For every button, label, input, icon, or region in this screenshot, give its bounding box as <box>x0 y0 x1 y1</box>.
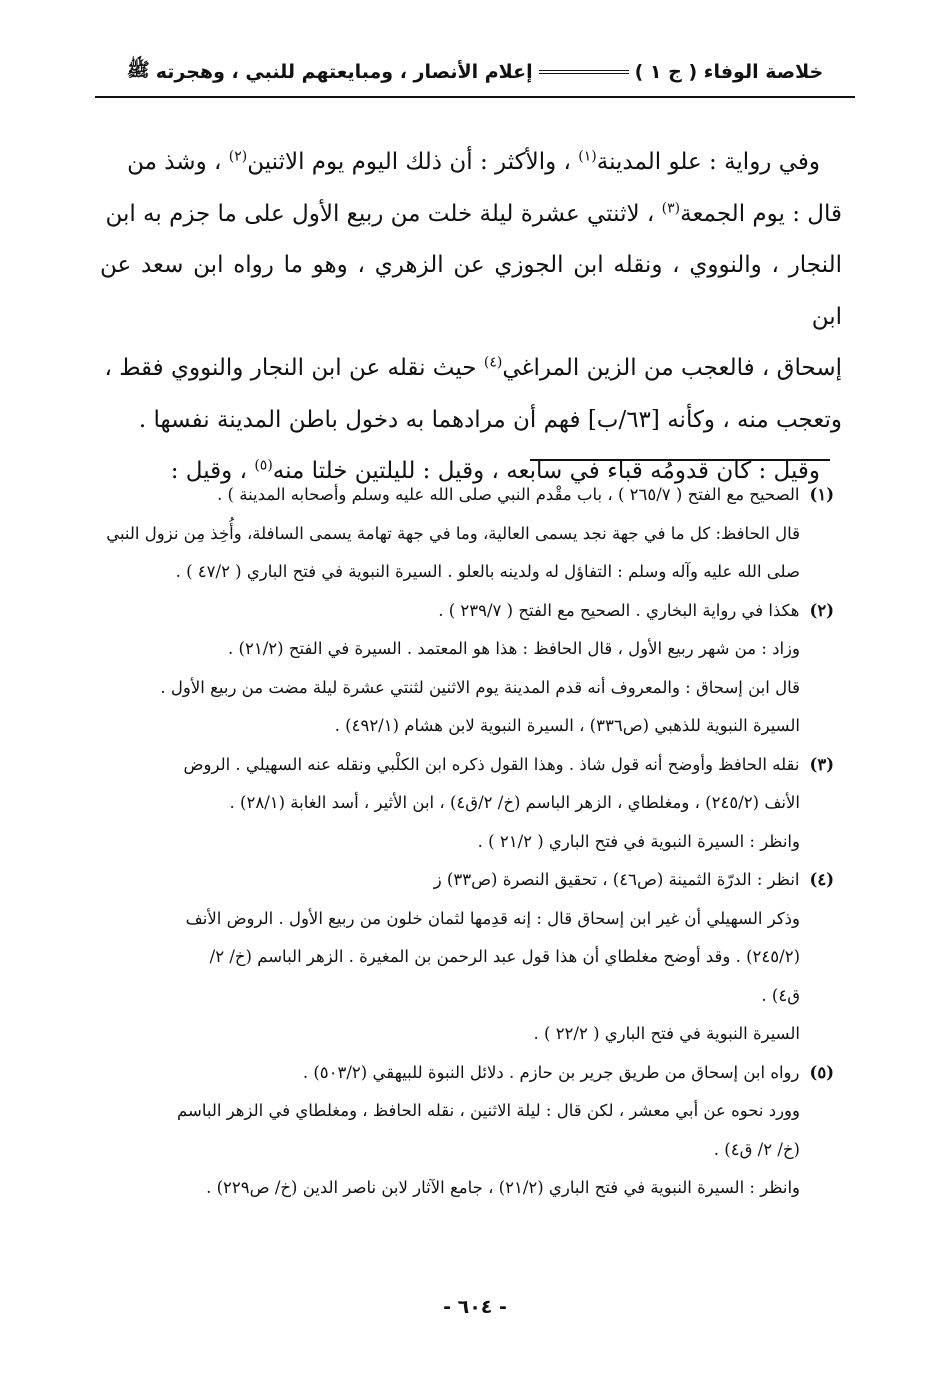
honorific-glyph: ﷺ <box>126 59 150 81</box>
page-number: - ٦٠٤ - <box>443 1296 507 1318</box>
body-line: النجار ، والنووي ، ونقله ابن الجوزي عن الزهري ، وهو ما رواه ابن سعد عن ابن <box>100 252 842 330</box>
footnotes <box>100 476 834 1208</box>
main-text <box>100 137 842 498</box>
footnote-4: (٤) انظر : الدرّة الثمينة (ص٤٦) ، تحقيق النصرة (ص٣٣) ز <box>100 861 834 900</box>
footnote-ref: (٤) <box>483 354 503 371</box>
footnote-number: (٢) <box>809 600 834 620</box>
footnote-line: وزاد : من شهر ربيع الأول ، قال الحافظ : هذا هو المعتمد . السيرة في الفتح (٢١/٢) . <box>228 639 800 658</box>
header-separator <box>539 70 629 74</box>
footnote-ref: (٢) <box>228 148 248 165</box>
body-line: وقيل : كان قدومُه قباء في سابعه ، وقيل : لليلتين خلتا منه$^{(٥)}$ ، وقيل : <box>170 457 820 484</box>
footnote-separator <box>530 459 830 461</box>
footnote-line: وانظر : السيرة النبوية في فتح الباري ( ٢١/٢ ) . <box>477 831 800 851</box>
footnote-number: (٥) <box>809 1062 834 1082</box>
header-section-title: إعلام الأنصار ، ومبايعتهم للنبي ، وهجرته <box>155 61 533 83</box>
footnote-line: قال ابن إسحاق : والمعروف أنه قدم المدينة يوم الاثنين لثنتي عشرة ليلة مضت من ربيع الأول . <box>160 677 800 697</box>
footnote-line: السيرة النبوية للذهبي (ص٣٣٦) ، السيرة النبوية لابن هشام (٤٩٢/١) . <box>334 716 800 735</box>
footnote-ref: (٥) <box>254 457 273 474</box>
footnote-line: وورد نحوه عن أبي معشر ، لكن قال : ليلة الاثنين ، نقله الحافظ ، ومغلطاي في الزهر الباسم <box>177 1101 800 1120</box>
body-line: وتعجب منه ، وكأنه [٦٣/ب] فهم أن مرادهما به دخول باطن المدينة نفسها . <box>138 406 842 433</box>
footnote-line: السيرة النبوية في فتح الباري ( ٢٢/٢ ) . <box>533 1024 800 1043</box>
footnote-2: (٢) هكذا في رواية البخاري . الصحيح مع الفتح ( ٢٣٩/٧ ) . <box>100 592 834 631</box>
footnote-number: (١) <box>809 485 834 504</box>
footnote-line: وانظر : السيرة النبوية في فتح الباري (٢١/٢) ، جامع الآثار لابن ناصر الدين (خ/ ص٢٢٩) . <box>206 1178 800 1197</box>
header-book-title: خلاصة الوفاء ( ج ١ ) <box>634 61 824 83</box>
footnote-line: الأنف (٢٤٥/٢) ، ومغلطاي ، الزهر الباسم (خ/ ٢/ق٤) ، ابن الأثير ، أسد الغابة (٢٨/١) . <box>229 793 800 812</box>
footnote-1: (١) الصحيح مع الفتح ( ٢٦٥/٧ ) ، باب مقْدم النبي صلى الله عليه وسلم وأصحابه المدينة ) . <box>100 476 834 515</box>
footnote-ref: (١) <box>578 148 597 165</box>
running-header <box>90 52 860 92</box>
footnote-line: وذكر السهيلي أن غير ابن إسحاق قال : إنه قدِمها لثمان خلون من ربيع الأول . الروض الأنف <box>185 908 800 928</box>
footnote-line: (٢٤٥/٢) . وقد أوضح مغلطاي أن هذا قول عبد الرحمن بن المغيرة . الزهر الباسم (خ/ ٢/ <box>209 947 800 966</box>
footnote-line: قال الحافظ: كل ما في جهة نجد يسمى العالية، وما في جهة تهامة يسمى السافلة، وأُخِذ مِن نزول النبي <box>106 523 800 543</box>
footnote-3: (٣) نقله الحافظ وأوضح أنه قول شاذ . وهذا القول ذكره ابن الكلْبي ونقله عنه السهيلي . الروض <box>100 746 834 785</box>
footnote-line: صلى الله عليه وآله وسلم : التفاؤل له ولدينه بالعلو . السيرة النبوية في فتح الباري ( ٤٧/٢ ) . <box>175 562 800 581</box>
header-rule <box>95 96 855 98</box>
footnote-ref: (٣) <box>661 199 681 216</box>
footnote-number: (٤) <box>809 870 834 889</box>
body-line: وفي رواية : علو المدينة$^{(١)}$ ، والأكثر : أن ذلك اليوم يوم الاثنين$^{(٢)}$ ، وشذ من <box>127 148 820 175</box>
footnote-5: (٥) رواه ابن إسحاق من طريق جرير بن حازم . دلائل النبوة للبيهقي (٥٠٣/٢) . <box>100 1054 834 1093</box>
body-line: قال : يوم الجمعة$^{(٣)}$ ، لاثنتي عشرة ليلة خلت من ربيع الأول على ما جزم به ابن <box>105 199 842 227</box>
footnote-line: (خ/ ٢/ ق٤) . <box>713 1139 800 1159</box>
footnote-number: (٣) <box>809 754 834 774</box>
footnote-line: ق٤) . <box>761 985 800 1005</box>
body-line: إسحاق ، فالعجب من الزين المراغي$^{(٤)}$ حيث نقله عن ابن النجار والنووي فقط ، <box>104 354 842 381</box>
